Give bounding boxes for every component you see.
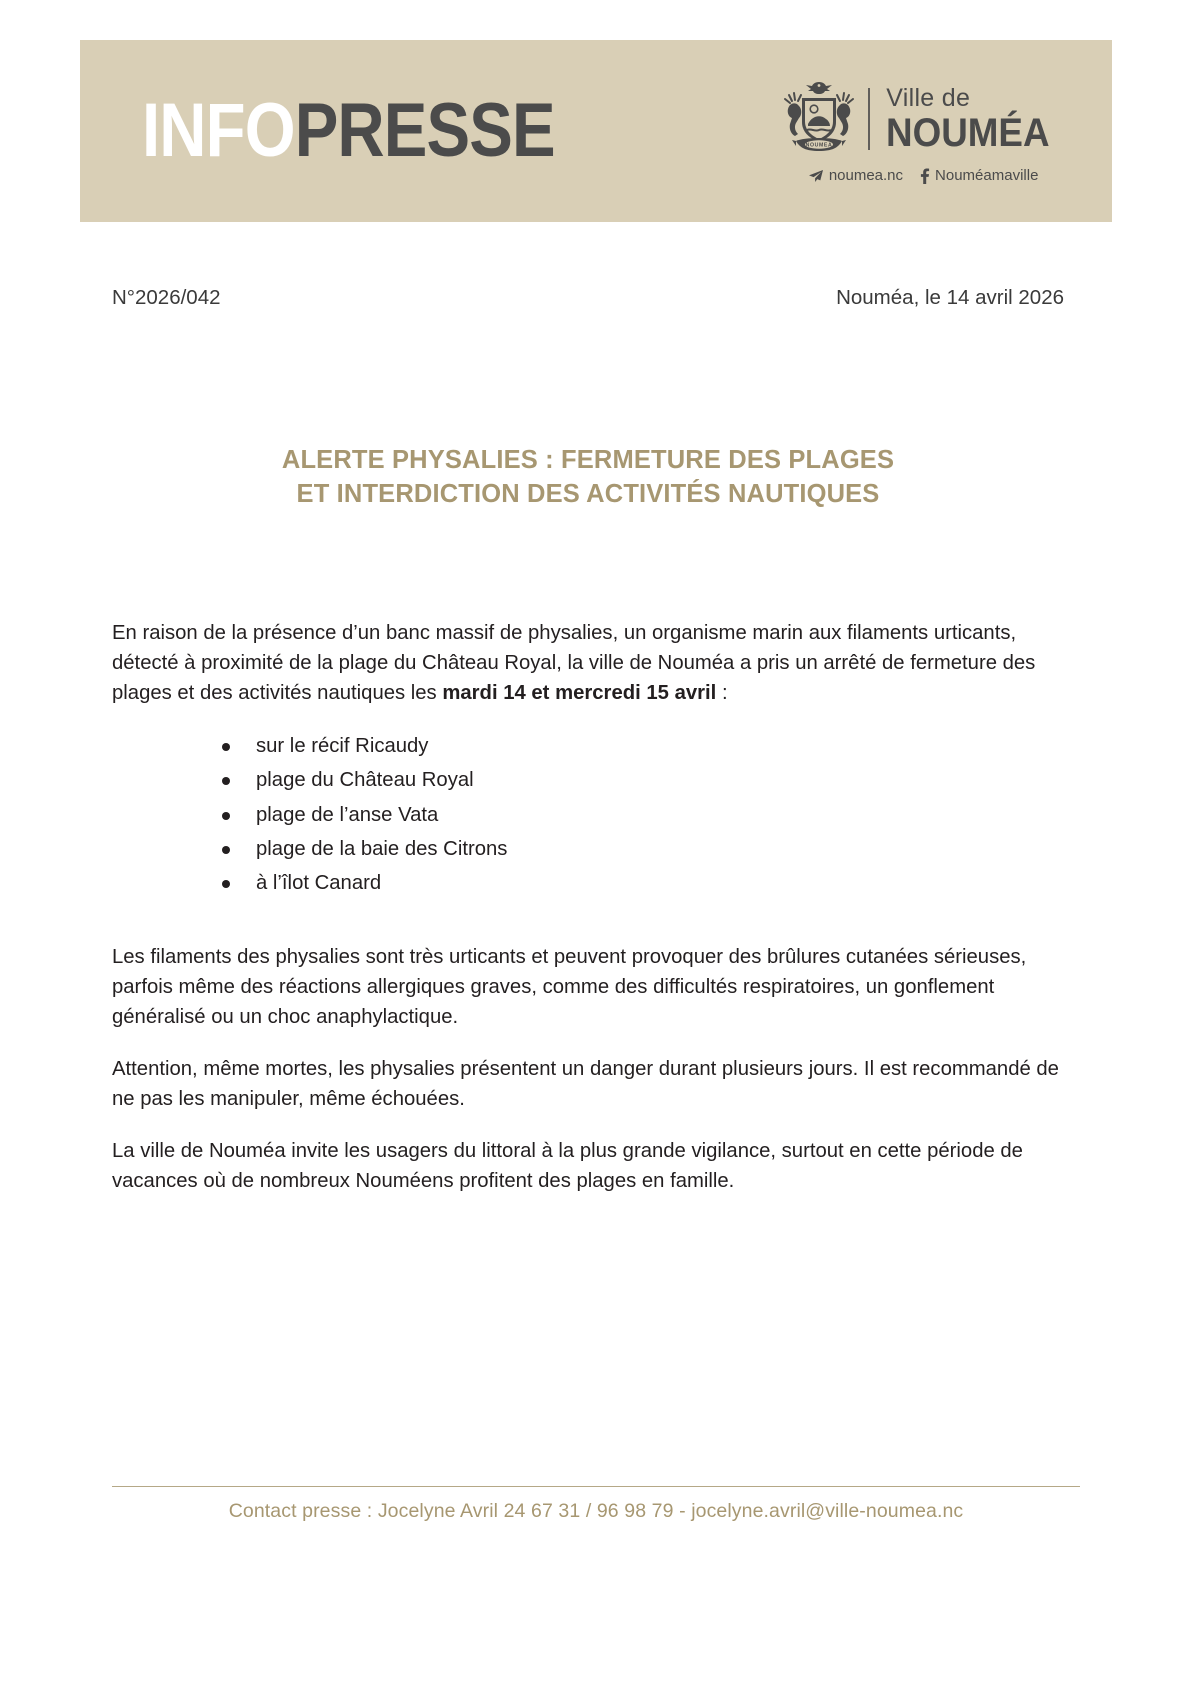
website-label: noumea.nc bbox=[828, 167, 904, 184]
document-reference: N°2026/042 bbox=[112, 286, 221, 309]
website-link[interactable] bbox=[808, 167, 903, 184]
closed-beaches-list bbox=[112, 732, 1062, 898]
intro-paragraph bbox=[112, 618, 1062, 708]
intro-text-after-bold: : bbox=[716, 682, 728, 705]
footer-contact: Contact presse : Jocelyne Avril 24 67 31 / 96 98 79 - jocelyne.avril@ville-noumea.nc bbox=[228, 1500, 964, 1522]
logo-top-row bbox=[782, 78, 1064, 160]
intro-bold-dates: mardi 14 et mercredi 15 avril bbox=[442, 682, 717, 705]
list-item: à l’îlot Canard bbox=[222, 869, 1062, 898]
paragraph-warning: Attention, même mortes, les physalies présentent un danger durant plusieurs jours. Il est recommandé de ne pas les manipuler, même échouées. bbox=[112, 1058, 1059, 1111]
svg-text:NOUMEA: NOUMEA bbox=[805, 142, 833, 149]
intro-text-before-bold: En raison de la présence d’un banc massif de physalies, un organisme marin aux filaments urticants, détecté à proximité de la plage du Château Royal, la ville de Nouméa a pris un arrêté de fermeture des plages et des activités nautiques les bbox=[112, 622, 1036, 705]
page-title bbox=[112, 444, 1064, 512]
infopresse-info-word: INFO bbox=[142, 88, 295, 173]
list-item: sur le récif Ricaudy bbox=[222, 732, 1062, 761]
document-place-date: Nouméa, le 14 avril 2026 bbox=[836, 286, 1064, 309]
facebook-link[interactable] bbox=[919, 167, 1038, 184]
list-item: plage de l’anse Vata bbox=[222, 801, 1062, 830]
infopresse-wordmark bbox=[142, 88, 555, 173]
header-banner bbox=[80, 40, 1112, 222]
ville-de-noumea-logo bbox=[782, 78, 1064, 184]
logo-noumea-label: NOUMÉA bbox=[886, 110, 1050, 155]
list-item: plage de la baie des Citrons bbox=[222, 835, 1062, 864]
document-meta-row bbox=[112, 286, 1064, 310]
paragraph-vigilance: La ville de Nouméa invite les usagers du littoral à la plus grande vigilance, surtout en cette période de vacances où de nombreux Nouméens profitent des plages en famille. bbox=[112, 1140, 1023, 1193]
document-body bbox=[112, 618, 1062, 1218]
list-item: plage du Château Royal bbox=[222, 766, 1062, 795]
facebook-label: Nouméamaville bbox=[935, 167, 1039, 184]
page-title-line-1: ALERTE PHYSALIES : FERMETURE DES PLAGES bbox=[281, 446, 895, 474]
footer-divider bbox=[112, 1486, 1080, 1487]
facebook-icon bbox=[919, 168, 930, 184]
infopresse-presse-word: PRESSE bbox=[294, 88, 555, 173]
logo-wordmark bbox=[882, 83, 1064, 155]
paragraph-health-risks: Les filaments des physalies sont très urticants et peuvent provoquer des brûlures cutanées sérieuses, parfois même des réactions allergiques graves, comme des difficultés respiratoires, un gonflement généralisé ou un choc anaphylactique. bbox=[112, 946, 1027, 1029]
paper-plane-icon bbox=[808, 169, 824, 183]
noumea-coat-of-arms-icon bbox=[782, 78, 856, 160]
logo-social-row bbox=[808, 167, 1039, 184]
logo-divider bbox=[868, 88, 870, 150]
page-title-line-2: ET INTERDICTION DES ACTIVITÉS NAUTIQUES bbox=[296, 479, 880, 508]
logo-ville-de-label: Ville de bbox=[886, 83, 971, 112]
